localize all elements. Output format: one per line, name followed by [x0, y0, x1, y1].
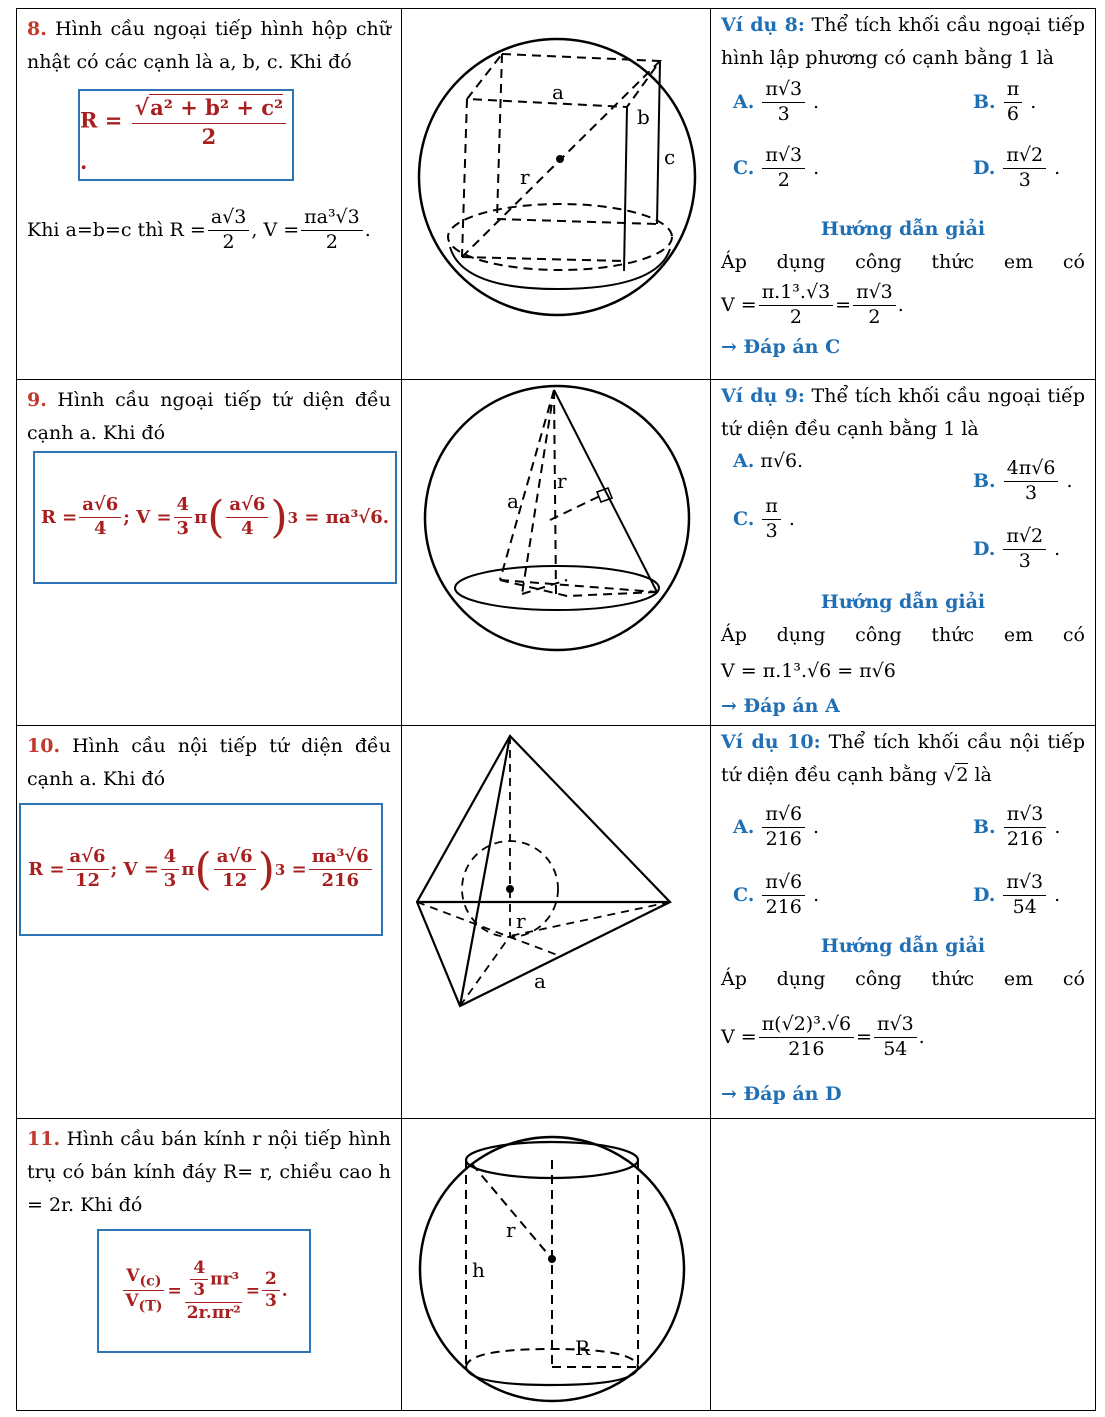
choice-a: A. $\frac{\pi√6}{216}$ .: [733, 803, 820, 850]
sphere-box-figure: [402, 9, 711, 380]
choice-d: D. $\frac{\pi√3}{54}$ .: [973, 871, 1061, 918]
label-c: c: [664, 145, 676, 169]
theory-text-9: [17, 380, 401, 450]
item-number: 9.: [27, 389, 47, 411]
choice-c: C. $\frac{\pi}{3}$ .: [733, 495, 795, 542]
figure-cell-8: [402, 9, 711, 380]
label-R: R: [575, 1336, 591, 1360]
example-cell-8: [711, 9, 1096, 380]
figure-cell-10: [402, 726, 711, 1119]
box-formula: R = $\frac{\text{√a² + b² + c²}}{2}$ .: [80, 96, 292, 173]
example-cell-9: [711, 380, 1096, 726]
note-prefix: Khi a=b=c thì: [27, 219, 164, 242]
solution-formula: V = π.1³.√6 = π√6: [721, 659, 896, 682]
row-9: [17, 380, 1096, 726]
example-label: Ví dụ 9:: [721, 385, 805, 407]
item-number: 8.: [27, 18, 47, 40]
label-r: r: [520, 165, 530, 189]
sphere-tetrahedron-figure: [402, 380, 711, 726]
choices-9: [711, 446, 1095, 586]
choice-a: A. π√6.: [733, 450, 804, 472]
choices-8: [711, 75, 1095, 213]
guide-title: Hướng dẫn giải: [820, 935, 986, 957]
formula-box: [33, 451, 397, 584]
example-cell-11-empty: [711, 1119, 1096, 1411]
formula-table: [16, 8, 1096, 1411]
item-title: Hình cầu nội tiếp tứ diện đều cạnh a. Khi đó: [27, 735, 391, 790]
theory-text-10: [17, 726, 401, 796]
theory-text-11: [17, 1119, 401, 1222]
theory-cell-8: [17, 9, 402, 380]
choice-d: D. $\frac{\pi√2}{3}$ .: [973, 144, 1061, 191]
choice-b: B. $\frac{\pi}{6}$ .: [973, 78, 1037, 125]
apply-line: Áp dụng công thức em có: [721, 624, 1085, 646]
choices-10: [711, 792, 1095, 930]
label-a: a: [552, 80, 564, 104]
theory-cell-9: [17, 380, 402, 726]
example-text: Thể tích khối cầu ngoại tiếp hình lập phương có cạnh bằng 1 là: [721, 14, 1085, 69]
example-text: Thể tích khối cầu ngoại tiếp tứ diện đều cạnh bằng 1 là: [721, 385, 1085, 440]
example-text: Thể tích khối cầu nội tiếp tứ diện đều cạnh bằng: [721, 731, 1085, 786]
label-h: h: [472, 1258, 485, 1282]
example-text-10: Ví dụ 10: Thể tích khối cầu nội tiếp tứ diện đều cạnh bằng √2 là: [721, 731, 1085, 786]
figure-cell-9: [402, 380, 711, 726]
answer: → Đáp án A: [721, 695, 840, 717]
solution-formula: V = $\frac{\text{π.1³.√3}}{2}$ = $\frac{\pi√3}{2}$ .: [721, 280, 904, 328]
row-10: [17, 726, 1096, 1119]
label-r: r: [557, 469, 567, 493]
box-formula: R = $\frac{a√6}{4}$ ; V = $\frac{4}{3}$ π ( $\frac{a√6}{4}$ ) 3 = πa³√6.: [40, 492, 390, 543]
choice-b: B. $\frac{4\pi√6}{3}$ .: [973, 457, 1073, 504]
choice-d: D. $\frac{\pi√2}{3}$ .: [973, 525, 1061, 572]
example-cell-10: [711, 726, 1096, 1119]
row-8: [17, 9, 1096, 380]
label-a: a: [507, 489, 519, 513]
box-formula: $\frac{V_{(c)}}{V_{(T)}}$ = $\frac{4}{3}$ πr³ 2r.πr² = $\frac{2}{3}$ .: [120, 1259, 287, 1324]
item-title: Hình cầu bán kính r nội tiếp hình trụ có bán kính đáy R= r, chiều cao h = 2r. Khi đó: [27, 1128, 391, 1216]
example-label: Ví dụ 10:: [721, 731, 821, 753]
theory-cell-10: [17, 726, 402, 1119]
apply-line: Áp dụng công thức em có: [721, 251, 1085, 273]
choice-b: B. $\frac{\pi√3}{216}$ .: [973, 803, 1061, 850]
label-r: r: [506, 1218, 516, 1242]
note-line: Khi a=b=c thì R = $\frac{a√3}{2}$ , V = $\frac{\text{πa³√3}}{2}$ .: [27, 206, 371, 253]
example-text-9: [711, 380, 1095, 446]
guide-title: Hướng dẫn giải: [820, 218, 986, 240]
formula-box: [78, 89, 294, 181]
item-title: Hình cầu ngoại tiếp hình hộp chữ nhật có các cạnh là a, b, c. Khi đó: [27, 18, 391, 73]
row-11: [17, 1119, 1096, 1411]
solution-formula: V = $\frac{\text{π(√2)³.√6}}{216}$ = $\frac{\pi√3}{54}$ .: [721, 1012, 925, 1060]
box-formula: R = $\frac{a√6}{12}$ ; V = $\frac{4}{3}$ π ( $\frac{a√6}{12}$ ) 3 = $\frac{\text{πa³√6}}{216}$: [28, 844, 374, 895]
label-b: b: [637, 105, 650, 129]
theory-cell-11: [17, 1119, 402, 1411]
theory-text-8: [17, 9, 401, 79]
item-number: 11.: [27, 1128, 61, 1150]
example-text-8: [711, 9, 1095, 75]
answer: → Đáp án D: [721, 1083, 842, 1105]
choice-c: C. $\frac{\pi√3}{2}$ .: [733, 144, 820, 191]
example-tail: là: [974, 764, 992, 786]
insphere-tetrahedron-figure: [402, 726, 711, 1119]
choice-a: A. $\frac{\pi√3}{3}$ .: [733, 78, 820, 125]
figure-cell-11: [402, 1119, 711, 1411]
choice-c: C. $\frac{\pi√6}{216}$ .: [733, 871, 820, 918]
center-point: [548, 1255, 556, 1263]
answer: → Đáp án C: [721, 336, 841, 358]
apply-line: Áp dụng công thức em có: [721, 968, 1085, 990]
formula-box: [97, 1229, 311, 1353]
center-point: [506, 885, 514, 893]
center-point: [556, 155, 564, 163]
item-number: 10.: [27, 735, 61, 757]
label-r: r: [516, 909, 526, 933]
item-title: Hình cầu ngoại tiếp tứ diện đều cạnh a. Khi đó: [27, 389, 391, 444]
example-label: Ví dụ 8:: [721, 14, 805, 36]
formula-box: [19, 803, 383, 936]
guide-title: Hướng dẫn giải: [820, 591, 986, 613]
label-a: a: [534, 969, 546, 993]
cylinder-sphere-figure: [402, 1119, 711, 1411]
